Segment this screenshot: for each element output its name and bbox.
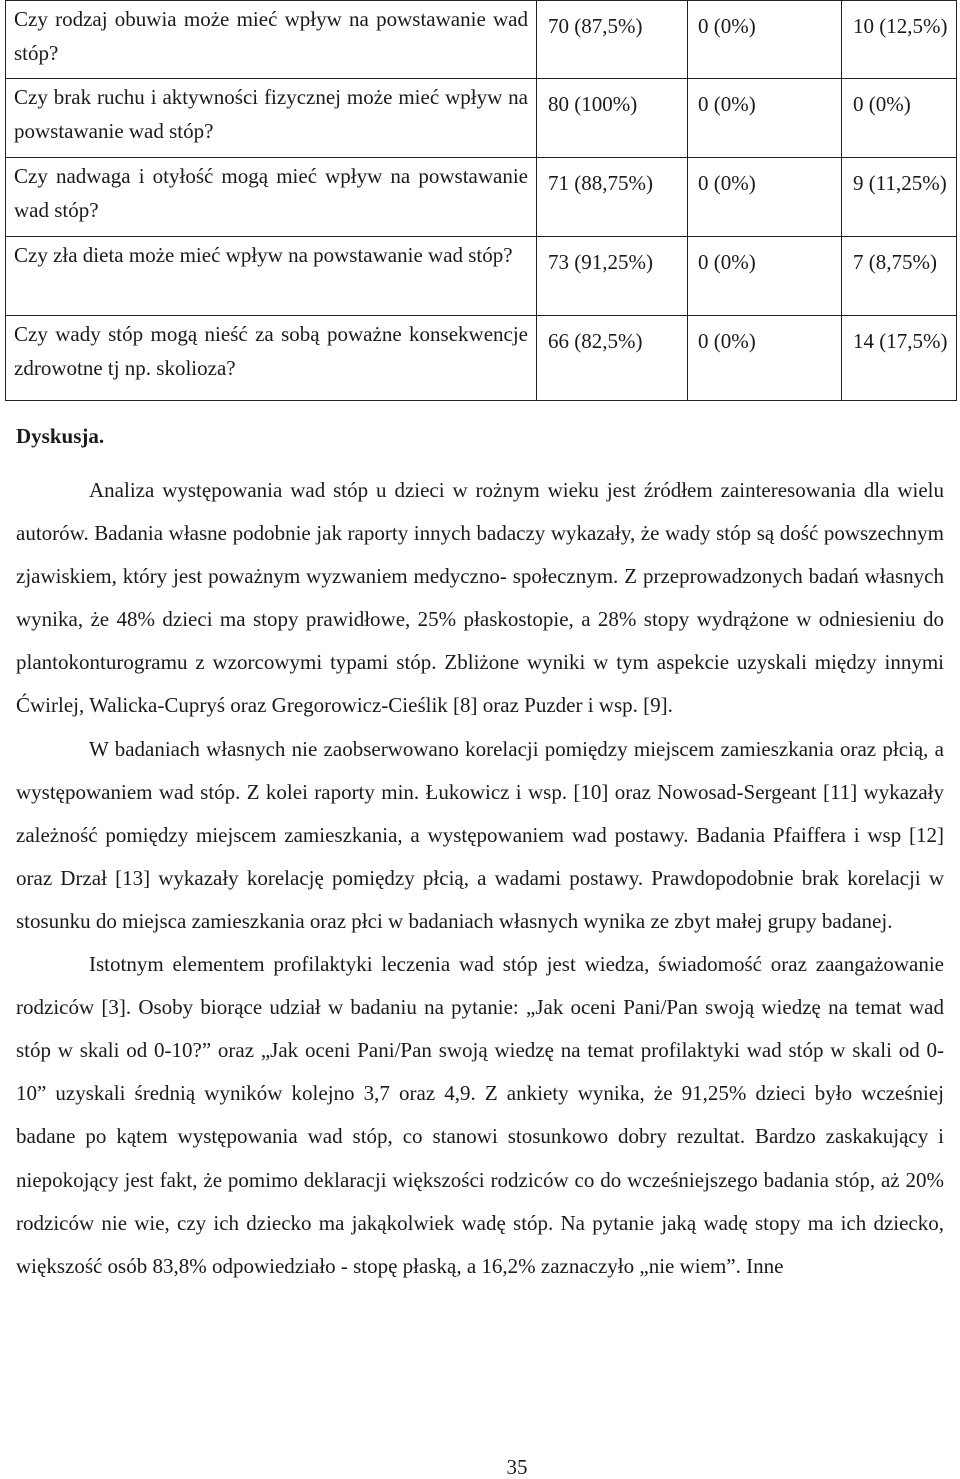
yes-count-cell: 70 (87,5%) xyxy=(537,1,688,79)
yes-count-cell: 66 (82,5%) xyxy=(537,316,688,401)
table-row xyxy=(6,158,957,237)
question-cell: Czy zła dieta może mieć wpływ na powstawanie wad stóp? xyxy=(6,237,537,316)
unknown-count-cell: 10 (12,5%) xyxy=(842,1,957,79)
unknown-count-cell: 0 (0%) xyxy=(842,79,957,158)
paragraph: Analiza występowania wad stóp u dzieci w rożnym wieku jest źródłem zainteresowania dla wielu autorów. Badania własne podobnie jak raporty innych badaczy wykazały, że wady stóp są dość powszechnym zjawiskiem, który jest poważnym wyzwaniem medyczno- społecznym. Z przeprowadzonych badań własnych wynika, że 48% dzieci ma stopy prawidłowe, 25% płaskostopie, a 28% stopy wydrążone w odniesieniu do plantokonturogramu z wzorcowymi typami stóp. Zbliżone wyniki w tym aspekcie uzyskali między innymi Ćwirlej, Walicka-Cupryś oraz Gregorowicz-Cieślik [8] oraz Puzder i wsp. [9]. xyxy=(16,478,944,718)
survey-results-table xyxy=(5,0,957,401)
yes-count-cell: 73 (91,25%) xyxy=(537,237,688,316)
no-count-cell: 0 (0%) xyxy=(688,79,842,158)
table-row xyxy=(6,237,957,316)
paragraph: W badaniach własnych nie zaobserwowano korelacji pomiędzy miejscem zamieszkania oraz płcią, a występowaniem wad stóp. Z kolei raporty min. Łukowicz i wsp. [10] oraz Nowosad-Sergeant [11] wykazały zależność pomiędzy miejscem zamieszkania, a występowaniem wad postawy. Badania Pfaiffera i wsp [12] oraz Drzał [13] wykazały korelację pomiędzy płcią, a wadami postawy. Prawdopodobnie brak korelacji w stosunku do miejsca zamieszkania oraz płci w badaniach własnych wynika ze zbyt małej grupy badanej. xyxy=(16,736,944,933)
table-row xyxy=(6,1,957,79)
no-count-cell: 0 (0%) xyxy=(688,1,842,79)
question-cell: Czy nadwaga i otyłość mogą mieć wpływ na powstawanie wad stóp? xyxy=(6,158,537,237)
discussion-body xyxy=(16,469,944,1288)
yes-count-cell: 80 (100%) xyxy=(537,79,688,158)
question-cell: Czy rodzaj obuwia może mieć wpływ na powstawanie wad stóp? xyxy=(6,1,537,79)
yes-count-cell: 71 (88,75%) xyxy=(537,158,688,237)
unknown-count-cell: 14 (17,5%) xyxy=(842,316,957,401)
question-cell: Czy wady stóp mogą nieść za sobą poważne konsekwencje zdrowotne tj np. skolioza? xyxy=(6,316,537,401)
table-row xyxy=(6,316,957,401)
question-cell: Czy brak ruchu i aktywności fizycznej może mieć wpływ na powstawanie wad stóp? xyxy=(6,79,537,158)
unknown-count-cell: 9 (11,25%) xyxy=(842,158,957,237)
no-count-cell: 0 (0%) xyxy=(688,237,842,316)
section-heading: Dyskusja. xyxy=(16,424,105,448)
page-number: 35 xyxy=(506,1455,528,1479)
paragraph: Istotnym elementem profilaktyki leczenia wad stóp jest wiedza, świadomość oraz zaangażowanie rodziców [3]. Osoby biorące udział w badaniu na pytanie: „Jak oceni Pani/Pan swoją wiedzę na temat wad stóp w skali od 0-10?” oraz „Jak oceni Pani/Pan swoją wiedzę na temat profilaktyki wad stóp w skali od 0-10” uzyskali średnią wyników kolejno 3,7 oraz 4,9. Z ankiety wynika, że 91,25% dzieci było wcześniej badane po kątem występowania wad stóp, co stanowi stosunkowo dobry rezultat. Bardzo zaskakujący i niepokojący jest fakt, że pomimo deklaracji większości rodziców co do wcześniejszego badania stóp, aż 20% rodziców nie wie, czy ich dziecko ma jakąkolwiek wadę stóp. Na pytanie jaką wadę stopy ma ich dziecko, większość osób 83,8% odpowiedziało - stopę płaską, a 16,2% zaznaczyło „nie wiem”. Inne xyxy=(16,952,944,1278)
unknown-count-cell: 7 (8,75%) xyxy=(842,237,957,316)
no-count-cell: 0 (0%) xyxy=(688,158,842,237)
no-count-cell: 0 (0%) xyxy=(688,316,842,401)
table-row xyxy=(6,79,957,158)
